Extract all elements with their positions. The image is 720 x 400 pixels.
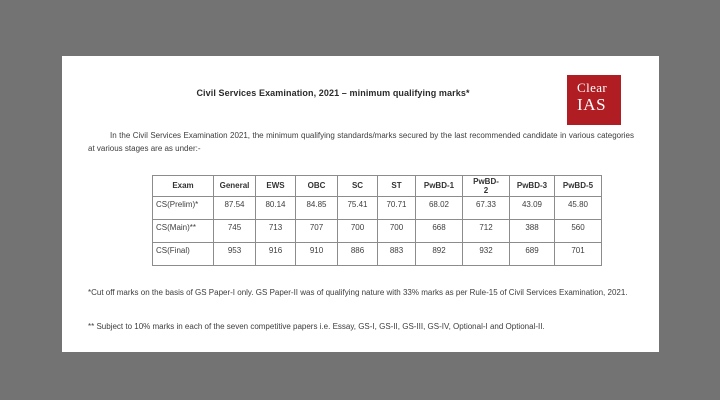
marks-cell: 886 [338,243,378,266]
marks-cell: 892 [416,243,463,266]
table-row [153,243,602,266]
logo-text-ias: IAS [577,95,607,114]
column-header-exam: Exam [153,176,214,197]
marks-cell: 700 [338,220,378,243]
column-header-st: ST [378,176,416,197]
marks-cell: 953 [214,243,256,266]
footnote-prelim-cutoff: *Cut off marks on the basis of GS Paper-I only. GS Paper-II was of qualifying nature with 33% marks as per Rule-15 of Civil Services Examination, 2021. [88,288,628,297]
column-header-general: General [214,176,256,197]
table-header [153,176,602,197]
column-header-pwbd-1: PwBD-1 [416,176,463,197]
intro-text: In the Civil Services Examination 2021, the minimum qualifying standards/marks secured by the last recommended candidate in various categories at various stages are as under:- [88,131,634,153]
document-title: Civil Services Examination, 2021 – minimum qualifying marks* [196,88,470,98]
column-header-ews: EWS [256,176,296,197]
marks-cell: 67.33 [463,197,510,220]
table-header-row [153,176,602,197]
column-header-sc: SC [338,176,378,197]
column-header-pwbd-5: PwBD-5 [555,176,602,197]
marks-cell: 713 [256,220,296,243]
footnote-main-subject: ** Subject to 10% marks in each of the seven competitive papers i.e. Essay, GS-I, GS-II, GS-III, GS-IV, Optional-I and Optional-II. [88,322,545,331]
table-row [153,197,602,220]
exam-name-cell: CS(Final) [153,243,214,266]
marks-cell: 932 [463,243,510,266]
column-header-pwbd-3: PwBD-3 [510,176,555,197]
exam-name-cell: CS(Main)** [153,220,214,243]
logo-text-clear: Clear [577,80,608,95]
marks-cell: 388 [510,220,555,243]
document-page [62,56,659,352]
marks-cell: 910 [296,243,338,266]
marks-cell: 68.02 [416,197,463,220]
marks-cell: 75.41 [338,197,378,220]
marks-cell: 70.71 [378,197,416,220]
marks-cell: 883 [378,243,416,266]
qualifying-marks-table [152,175,602,266]
marks-cell: 560 [555,220,602,243]
marks-cell: 43.09 [510,197,555,220]
table-row [153,220,602,243]
marks-cell: 700 [378,220,416,243]
marks-cell: 712 [463,220,510,243]
marks-cell: 87.54 [214,197,256,220]
marks-cell: 84.85 [296,197,338,220]
table-body [153,197,602,266]
marks-cell: 701 [555,243,602,266]
marks-cell: 916 [256,243,296,266]
column-header-pwbd-2: PwBD-2 [463,176,510,197]
clearias-logo [567,75,621,125]
marks-cell: 745 [214,220,256,243]
marks-cell: 668 [416,220,463,243]
column-header-obc: OBC [296,176,338,197]
intro-paragraph [88,129,634,155]
exam-name-cell: CS(Prelim)* [153,197,214,220]
marks-cell: 80.14 [256,197,296,220]
marks-cell: 45.80 [555,197,602,220]
marks-cell: 689 [510,243,555,266]
marks-cell: 707 [296,220,338,243]
